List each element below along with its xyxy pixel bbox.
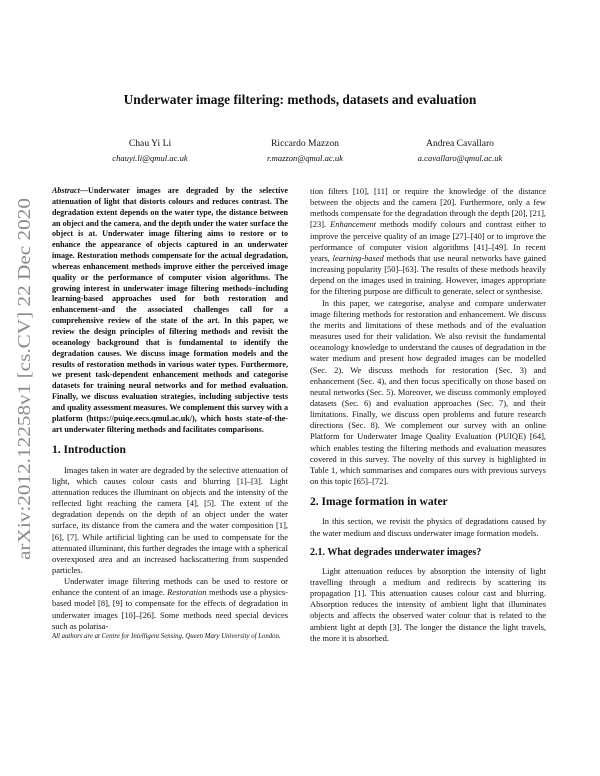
arxiv-identifier-stamp — [4, 195, 40, 565]
affiliation-footnote: All authors are at Centre for Intelligent Sensing, Queen Mary University of London. — [52, 632, 281, 640]
abstract-text: —Underwater images are degraded by the selective attenuation of light that distorts colours and reduces contrast. The degradation extent depends on the water type, the distance between an object and the camera, and the depth under the water surface the object is at. Underwater image filtering aims to restore or to enhance the appearance of objects captured in an underwater image. Restoration methods compensate for the actual degradation, whereas enhancement methods improve either the perceived image quality or the performance of computer vision algorithms. The growing interest in underwater image filtering methods–including learning-based approaches used for both restoration and enhancement–and the associated challenges call for a comprehensive review of the state of the art. In this paper, we review the design principles of filtering methods and revisit the oceanology background that is fundamental to identify the degradation causes. We discuss image formation models and the results of restoration methods in various water types. Furthermore, we present task-dependent enhancement methods and categorise datasets for training neural networks and for method evaluation. Finally, we discuss evaluation strategies, including subjective tests and quality assessment measures. We complement this survey with a platform (https://puiqe.eecs.qmul.ac.uk/), which hosts state-of-the-art underwater filtering methods and facilitates comparisons. — [52, 186, 288, 434]
degradation-paragraph: Light attenuation reduces by absorption the intensity of light travelling through a medium and redirects by scattering its propagation [1]. This attenuation causes colour cast and blurring. Absorption reduces the intensity of ambient light that illuminates objects and affects the observed water colour that is related to the ambient light at depth [3]. The longer the distance the light travels, the more it is absorbed. — [310, 565, 546, 643]
author-email: chauyi.li@qmul.ac.uk — [112, 153, 188, 163]
intro-paragraph-continued: tion filters [10], [11] or require the knowledge of the distance between the objects and the camera [20]. Furthermore, only a few methods compensate for the degradation through the depth [20], [21], [23]. Enhancement methods modify colours and contrast either to improve the perceive quality of an image [27]–[40] or to improve the performance of computer vision algorithms [41]–[49]. In recent years, learning-based methods that use neural networks have gained increasing popularity [50]–[63]. The results of these methods heavily depend on the images used in training. However, images appropriate for the filtering purpose are difficult to generate, select or synthesise. — [310, 186, 547, 297]
author-email: r.mazzon@qmul.ac.uk — [267, 153, 343, 163]
intro-paragraph-3: In this paper, we categorise, analyse and compare underwater image filtering methods for restoration and enhancement. We discuss the merits and limitations of these methods and of the evaluation measures used for their validation. We also revisit the fundamental oceanology knowledge to understand the causes of degradation in the water medium and present how degraded images can be modelled (Sec. 2). We discuss methods for restoration (Sec. 3) and enhancement (Sec. 4), and then focus specifically on those based on neural networks (Sec. 5). Moreover, we discuss commonly employed datasets (Sec. 6) and evaluation approaches (Sec. 7), and their limitations. Finally, we discuss open problems and future research directions (Sec. 8). We complement our survey with an online Platform for Underwater Image Quality Evaluation (PUIQE) [64], which enables testing the filtering methods and evaluation measures covered in this survey. The novelty of this survey is highlighted in Table 1, which summarises and compares ours with previous surveys on this topic [65]–[72]. — [310, 297, 546, 487]
image-formation-paragraph: In this section, we revisit the physics of degradations caused by the water medium and discuss underwater image formation models. — [310, 516, 546, 538]
arxiv-stamp-text: arXiv:2012.12258v1 [cs.CV] 22 Dec 2020 — [14, 261, 34, 560]
author-3 — [380, 136, 540, 166]
paper-title: Underwater image filtering: methods, datasets and evaluation — [123, 92, 477, 107]
abstract-lead: Abstract — [52, 186, 80, 195]
author-name: Riccardo Mazzon — [271, 138, 339, 149]
author-block — [70, 136, 540, 176]
intro-paragraph-2: Underwater image filtering methods can be used to restore or enhance the content of an image. Restoration methods use a physics-based model [8], [9] to compensate for the effects of degradation in underwater images [10]–[26]. Some methods need special devices such as polarisa- — [52, 576, 288, 631]
author-1 — [70, 136, 230, 166]
abstract — [52, 186, 288, 435]
author-name: Andrea Cavallaro — [426, 138, 494, 149]
author-name: Chau Yi Li — [128, 138, 172, 149]
author-email: a.cavallaro@qmul.ac.uk — [417, 153, 503, 163]
intro-paragraph-1: Images taken in water are degraded by the selective attenuation of light, which causes colour casts and blurring [1]–[3]. Light attenuation reduces the illuminant on objects and the intensity of the reflected light reaching the camera [4], [5]. The extent of the degradation depends on the depth of an object under the water surface, its distance from the camera and the water composition [1], [6], [7]. While artificial lighting can be used to compensate for the attenuated illuminant, this further degrades the image with a spherical overexposed area and an increased backscattering from suspended particles. — [52, 464, 288, 575]
right-column — [310, 186, 546, 644]
section-heading-image-formation: 2. Image formation in water — [310, 496, 448, 509]
left-column — [52, 186, 288, 641]
section-heading-introduction: 1. Introduction — [52, 444, 126, 457]
author-2 — [225, 136, 385, 166]
subsection-heading-degradation: 2.1. What degrades underwater images? — [310, 546, 482, 558]
